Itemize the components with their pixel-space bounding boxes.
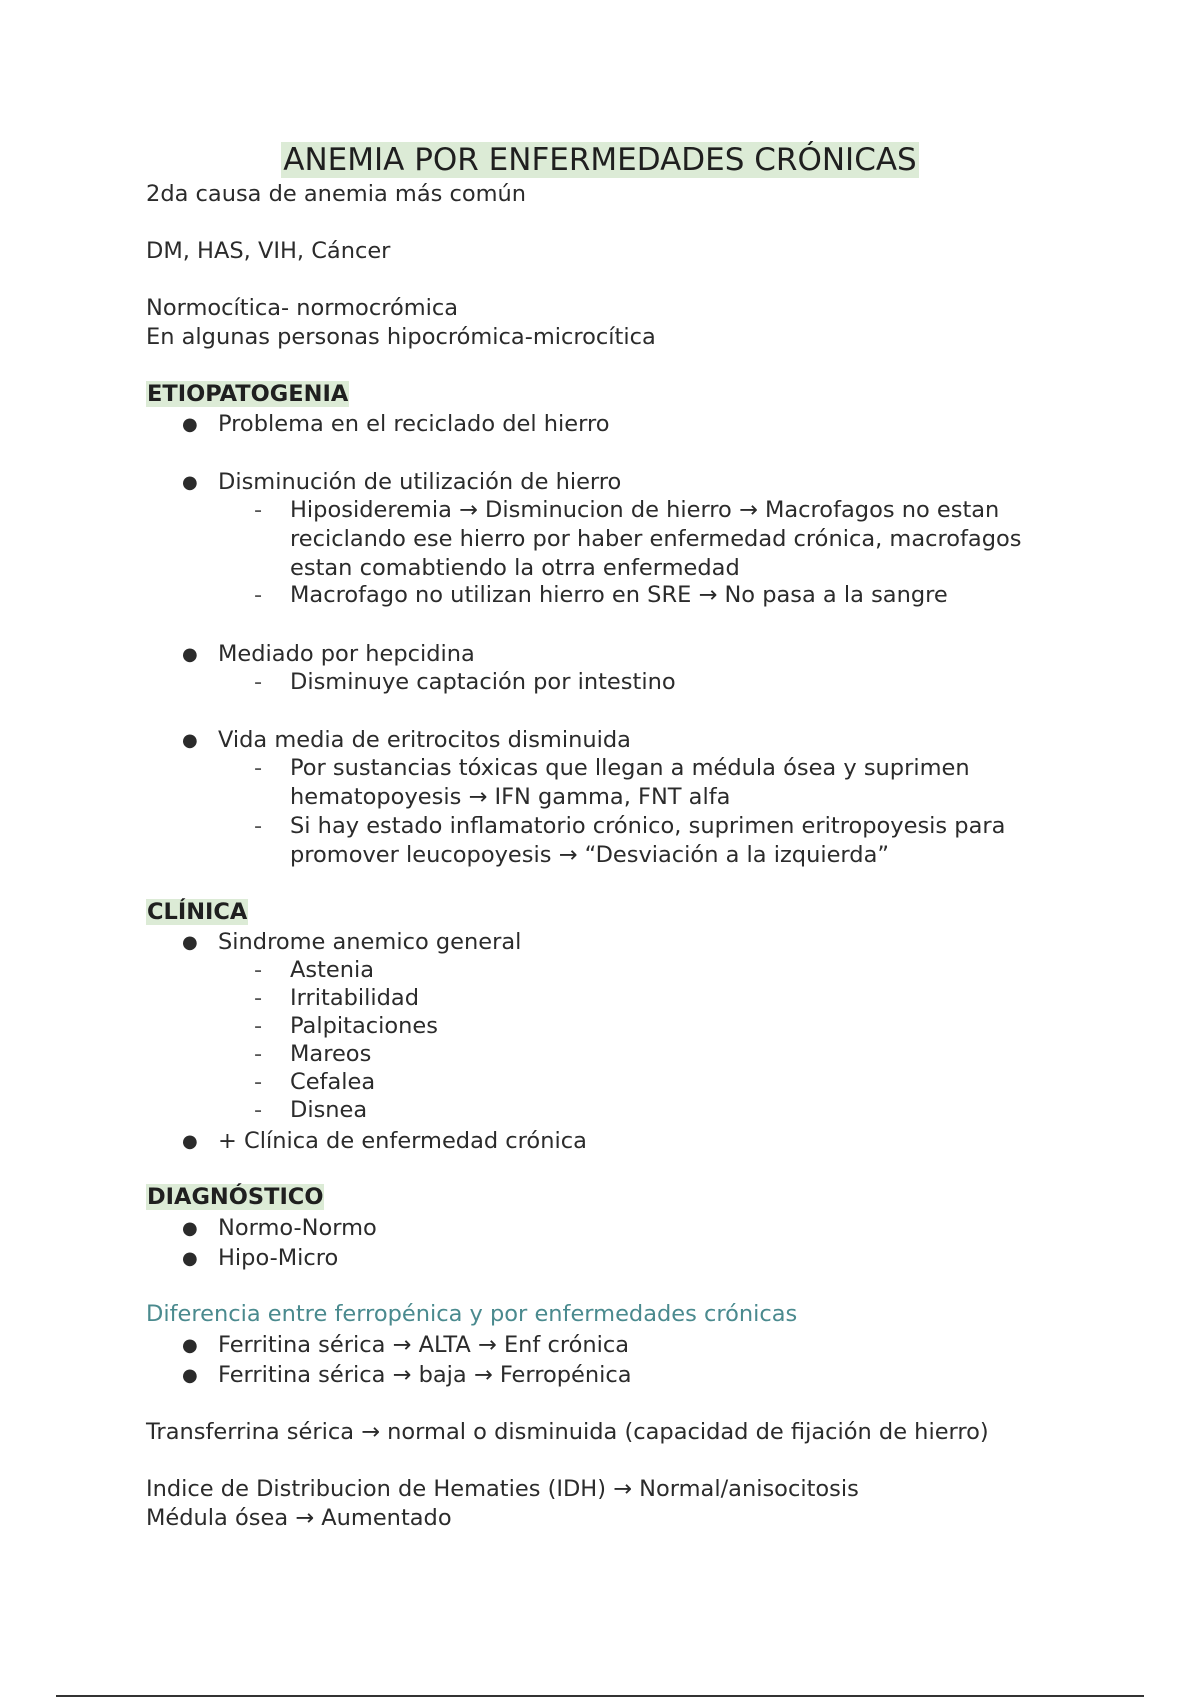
intro-cause: 2da causa de anemia más común <box>146 181 527 207</box>
bullet-icon: ● <box>182 932 198 953</box>
intro-morphology: Normocítica- normocrómica En algunas personas hipocrómica-microcítica <box>146 295 656 350</box>
bullet-icon: ● <box>182 1248 198 1269</box>
bullet-icon: ● <box>182 644 198 665</box>
clinica-heading: CLÍNICA <box>147 899 248 925</box>
document-page: ANEMIA POR ENFERMEDADES CRÓNICAS 2da causa de anemia más común DM, HAS, VIH, Cáncer Normocítica- normocrómica En algunas personas hipocrómica-microcítica ETIOPATOGENIA ● Problema en el reciclado del hierro ● Disminución de utilización de hierro - Hiposideremia → Disminucion de hierro → Macrofagos no estan reciclando ese hierro por haber enfermedad crónica, macrofagos estan comabtiendo la otrra enfermedad - Macrofago no utilizan hierro en SRE → No pasa a la sangre ● Mediado por hepcidina - Disminuye captación por intestino ● Vida media de eritrocitos disminuida - Por sustancias tóxicas que llegan a médula ósea y suprimen hematopoyesis → IFN gamma, FNT alfa - Si hay estado inflamatorio crónico, suprimen eritropoyesis para promover leucopoyesis → “Desviación a la izquierda” CLÍNICA ● Sindrome anemico general - Astenia - Irritabilidad - Palpitaciones - Mareos - Cefalea - Disnea ● + Clínica de enfermedad crónica DIAGNÓSTICO ● Normo-Normo ● Hipo-Micro Diferencia entre ferropénica y por enfermedades crónicas ● Ferritina sérica → ALTA → Enf crónica ● Ferritina sérica → baja → Ferropénica Transferrina sérica → normal o disminuida (capacidad de fijación de hierro) Indice de Distribucion de Hematies (IDH) → Normal/anisocitosis Médula ósea → Aumentado <box>0 0 1200 1700</box>
bullet-icon: ● <box>182 730 198 751</box>
bullet-icon: ● <box>182 1335 198 1356</box>
diff-heading: Diferencia entre ferropénica y por enfermedades crónicas <box>146 1301 798 1327</box>
bullet-icon: ● <box>182 1218 198 1239</box>
intro-diseases: DM, HAS, VIH, Cáncer <box>146 238 391 264</box>
bullet-icon: ● <box>182 1131 198 1152</box>
idh-medula-lines: Indice de Distribucion de Hematies (IDH) → Normal/anisocitosis Médula ósea → Aumentado <box>146 1476 859 1531</box>
transferrina-line: Transferrina sérica → normal o disminuida (capacidad de fijación de hierro) <box>146 1419 989 1445</box>
page-title: ANEMIA POR ENFERMEDADES CRÓNICAS <box>283 142 917 178</box>
page-divider <box>56 1695 1144 1697</box>
bullet-icon: ● <box>182 1365 198 1386</box>
diagnostico-heading: DIAGNÓSTICO <box>147 1184 324 1210</box>
bullet-icon: ● <box>182 414 198 435</box>
bullet-icon: ● <box>182 472 198 493</box>
etiopatogenia-heading: ETIOPATOGENIA <box>147 381 349 407</box>
